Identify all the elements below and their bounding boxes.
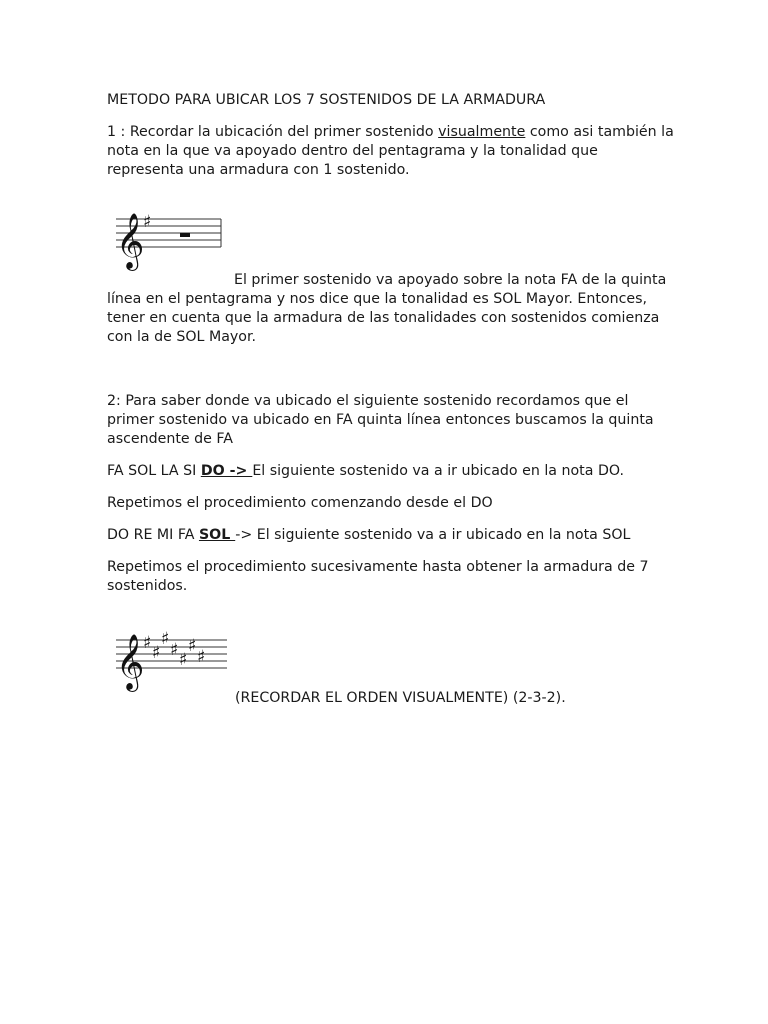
repeat1-line: Repetimos el procedimiento comenzando desde el DO (107, 495, 493, 511)
figure1-caption-line3: tener en cuenta que la armadura de las tonalidades con sostenidos comienza (107, 310, 660, 326)
figure1-caption-line4: con la de SOL Mayor. (107, 329, 257, 345)
sequence2-highlight: SOL (198, 527, 236, 543)
whole-rest-icon (180, 233, 190, 237)
step2-line3: ascendente de FA (107, 431, 233, 447)
step2-line1: 2: Para saber donde va ubicado el siguiente sostenido recordamos que el (107, 393, 629, 409)
sharp-icon-a: ♯ (179, 650, 188, 670)
sequence2-explanation: -> El siguiente sostenido va a ir ubicado en la nota SOL (235, 527, 631, 543)
staff-seven-sharps-figure (107, 612, 229, 692)
step1-line2: nota en la que va apoyado dentro del pentagrama y la tonalidad que (107, 143, 598, 159)
sequence1-notes: FA SOL LA SI (107, 463, 201, 479)
sequence2-notes: DO RE MI FA (107, 527, 199, 543)
treble-clef-icon: 𝄞 (116, 634, 145, 690)
underlined-word: visualmente (438, 124, 526, 140)
staff-one-sharp-image (107, 195, 229, 271)
sharp-icon-d: ♯ (170, 640, 179, 660)
sequence1-highlight: DO -> (200, 463, 253, 479)
step1-line1 (107, 123, 674, 142)
step1-text-end: como asi también la (525, 124, 674, 140)
sharp-icon-e: ♯ (188, 636, 197, 656)
sharp-icon-f: ♯ (143, 633, 152, 653)
step1-line3: representa una armadura con 1 sostenido. (107, 162, 410, 178)
repeat2-line2: sostenidos. (107, 578, 188, 594)
repeat2-line1: Repetimos el procedimiento sucesivamente hasta obtener la armadura de 7 (107, 559, 649, 575)
staff-seven-sharps-image (107, 612, 229, 692)
sharp-icon-c: ♯ (152, 643, 161, 663)
figure1-caption-line1: El primer sostenido va apoyado sobre la nota FA de la quinta (234, 272, 667, 288)
sharp-icon-b: ♯ (197, 647, 206, 667)
sharp-icon-g: ♯ (161, 629, 170, 649)
step1-text: 1 : Recordar la ubicación del primer sostenido (107, 124, 439, 140)
sequence1-line (107, 462, 624, 481)
staff-one-sharp-figure (107, 195, 229, 271)
sequence2-line (107, 526, 630, 545)
figure2-caption: (RECORDAR EL ORDEN VISUALMENTE) (2-3-2). (235, 690, 566, 706)
figure1-caption-line2: línea en el pentagrama y nos dice que la tonalidad es SOL Mayor. Entonces, (107, 291, 648, 307)
sharp-icon: ♯ (143, 212, 152, 232)
sequence1-explanation: El siguiente sostenido va a ir ubicado en la nota DO. (252, 463, 624, 479)
treble-clef-icon: 𝄞 (116, 213, 145, 269)
step2-line2: primer sostenido va ubicado en FA quinta línea entonces buscamos la quinta (107, 412, 654, 428)
document-title: METODO PARA UBICAR LOS 7 SOSTENIDOS DE LA ARMADURA (107, 92, 546, 108)
